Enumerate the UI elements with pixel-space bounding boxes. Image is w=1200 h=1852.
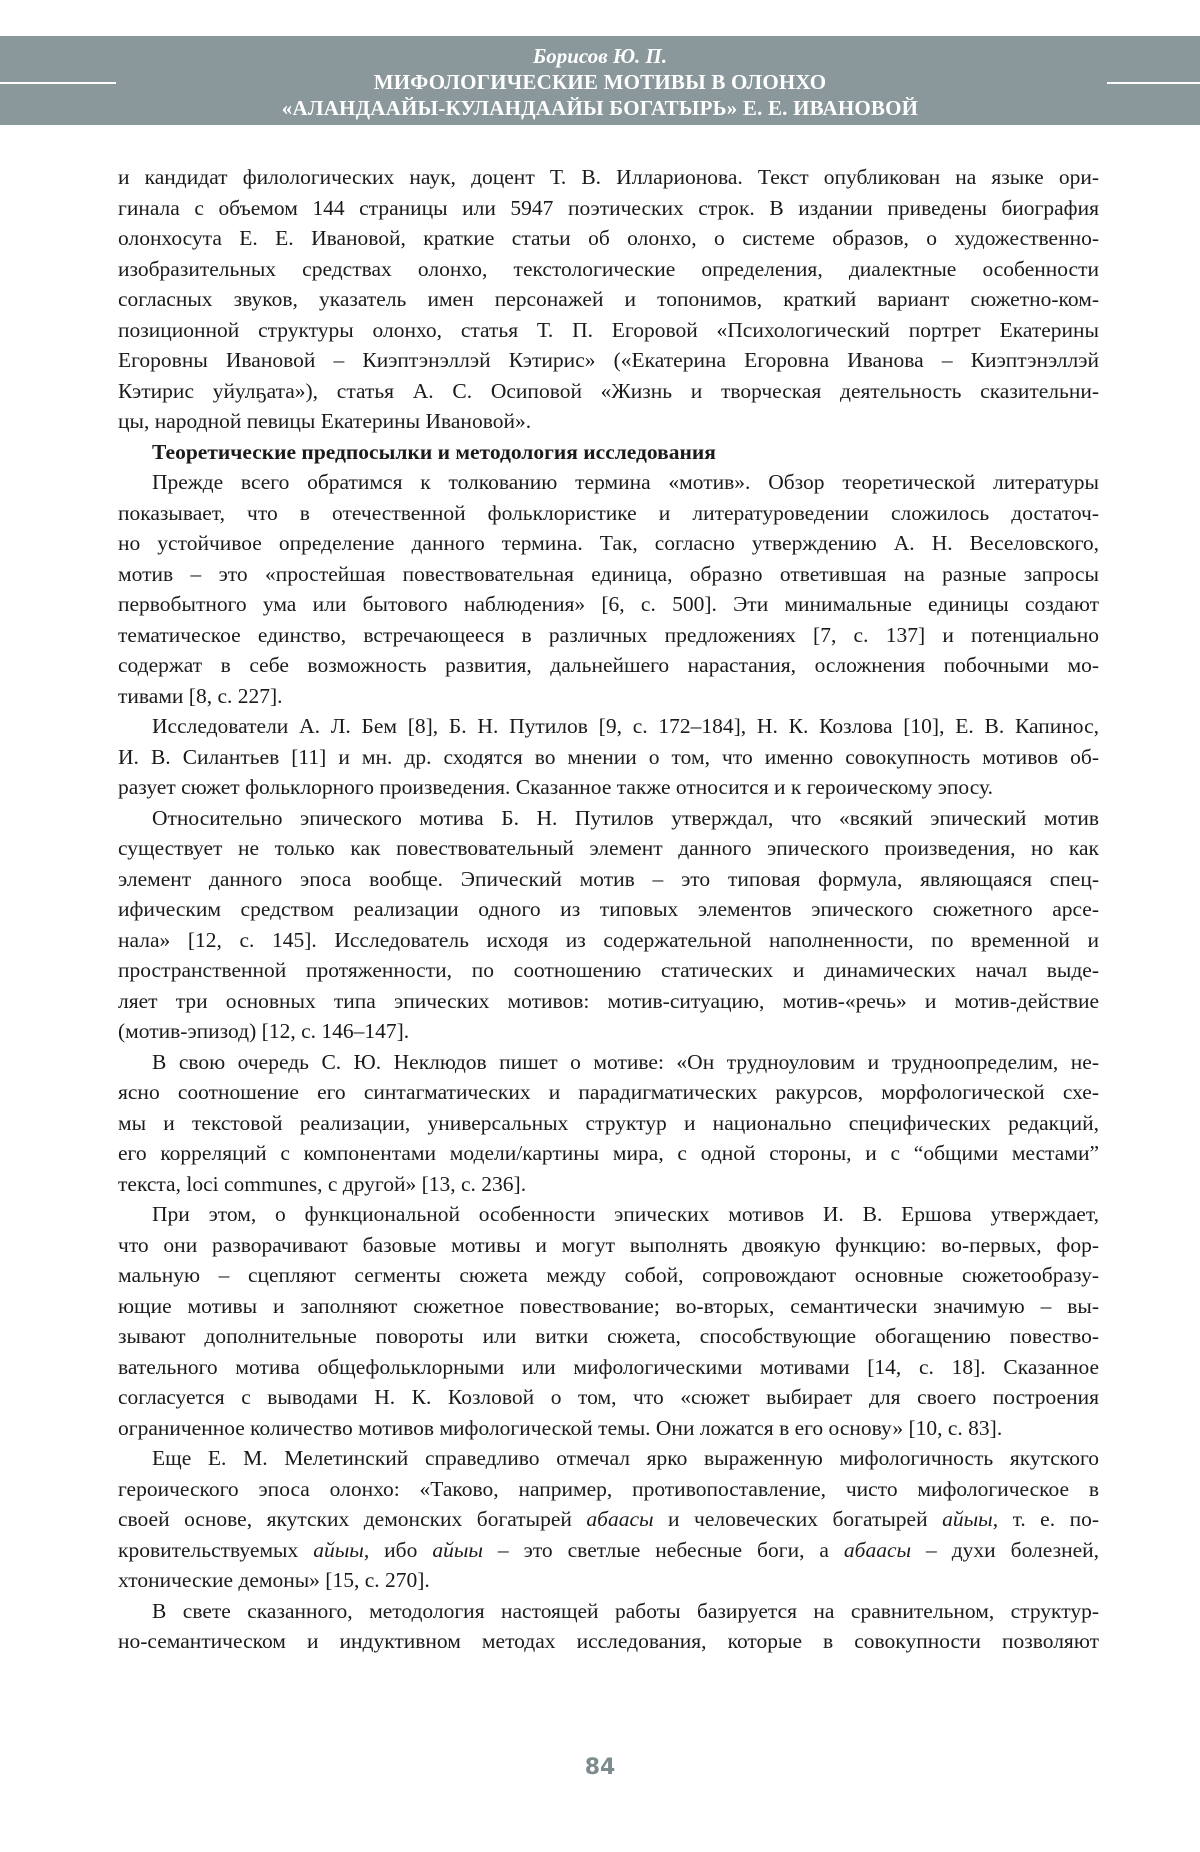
body-line: текста, loci communes, с другой» [13, с. 236]. bbox=[118, 1171, 527, 1196]
body-line: В свою очередь С. Ю. Неклюдов пишет о мотиве: «Он трудноуловим и трудноопределим, не- bbox=[152, 1049, 1099, 1074]
body-line: Относительно эпического мотива Б. Н. Путилов утверждал, что «всякий эпический мотив bbox=[152, 805, 1099, 830]
body-line: ифическим средством реализации одного из типовых элементов эпического сюжетного арсе- bbox=[118, 897, 1099, 921]
italic-term: абаасы bbox=[843, 1537, 912, 1562]
body-line: гинала с объемом 144 страницы или 5947 поэтических строк. В издании приведены биография bbox=[118, 195, 1099, 220]
text-segment: , ибо bbox=[363, 1537, 433, 1562]
header-author: Борисов Ю. П. bbox=[532, 44, 668, 68]
text-segment: кровительствуемых bbox=[118, 1537, 314, 1562]
text-segment: – духи болезней, bbox=[911, 1537, 1099, 1562]
section-heading: Теоретические предпосылки и методология исследования bbox=[152, 439, 716, 464]
body-line: показывает, что в отечественной фольклористике и литературоведении сложилось достаточ- bbox=[118, 500, 1099, 525]
body-line: тематическое единство, встречающееся в различных предложениях [7, с. 137] и потенциально bbox=[118, 622, 1099, 647]
header-title-line-2: «АЛАНДААЙЫ-КУЛАНДААЙЫ БОГАТЫРЬ» Е. Е. ИВАНОВОЙ bbox=[281, 96, 919, 120]
body-line: Исследователи А. Л. Бем [8], Б. Н. Путилов [9, с. 172–184], Н. К. Козлова [10], Е. В. Капинос, bbox=[152, 714, 1099, 738]
text-segment: своей основе, якутских демонских богатырей bbox=[118, 1507, 587, 1531]
body-line: согласных звуков, указатель имен персонажей и топонимов, краткий вариант сюжетно-ком- bbox=[118, 287, 1099, 311]
body-line: ограниченное количество мотивов мифологической темы. Они ложатся в его основу» [10, с. 83]. bbox=[118, 1415, 1003, 1440]
body-line: но устойчивое определение данного термина. Так, согласно утверждению А. Н. Веселовского, bbox=[118, 531, 1099, 555]
header-text bbox=[140, 43, 1060, 121]
body-line: Прежде всего обратимся к толкованию термина «мотив». Обзор теоретической литературы bbox=[152, 470, 1099, 494]
body-line: существует не только как повествовательный элемент данного эпического произведения, но как bbox=[118, 836, 1099, 860]
body-line: И. В. Силантьев [11] и мн. др. сходятся во мнении о том, что именно совокупность мотивов об- bbox=[118, 744, 1099, 769]
body-line: олонхосута Е. Е. Ивановой, краткие статьи об олонхо, о системе образов, о художественно- bbox=[118, 226, 1099, 250]
italic-term: айыы bbox=[313, 1537, 364, 1562]
body-line: изобразительных средствах олонхо, текстологические определения, диалектные особенности bbox=[118, 256, 1099, 281]
body-line: содержат в себе возможность развития, дальнейшего нарастания, осложнения побочными мо- bbox=[118, 653, 1099, 677]
body-line: мальную – сцепляют сегменты сюжета между собой, сопровождают основные сюжетообразу- bbox=[118, 1263, 1099, 1287]
body-line: его корреляций с компонентами модели/картины мира, с одной стороны, и с “общими местами” bbox=[118, 1141, 1099, 1165]
body-line: мы и текстовой реализации, универсальных структур и национально специфических редакций, bbox=[118, 1110, 1099, 1135]
body-line: цы, народной певицы Екатерины Ивановой». bbox=[118, 409, 532, 433]
body-line: При этом, о функциональной особенности эпических мотивов И. В. Ершова утверждает, bbox=[152, 1202, 1099, 1226]
body-line: пространственной протяженности, по соотношению статических и динамических начал выде- bbox=[118, 958, 1099, 982]
body-line: ляет три основных типа эпических мотивов: мотив-ситуацию, мотив-«речь» и мотив-действие bbox=[118, 988, 1099, 1013]
body-line: элемент данного эпоса вообще. Эпический мотив – это типовая формула, являющаяся спец- bbox=[118, 866, 1099, 891]
header-rule-right bbox=[1107, 82, 1200, 84]
body-line: мотив – это «простейшая повествовательная единица, образно ответившая на разные запросы bbox=[118, 561, 1099, 586]
body-line: что они разворачивают базовые мотивы и могут выполнять двоякую функцию: во-первых, фор- bbox=[118, 1232, 1099, 1257]
header-title-line-1: МИФОЛОГИЧЕСКИЕ МОТИВЫ В ОЛОНХО bbox=[373, 70, 827, 94]
body-line: Егоровны Ивановой – Киэптэнэллэй Кэтирис» («Екатерина Егоровна Иванова – Киэптэнэллэй bbox=[118, 348, 1099, 372]
italic-term: айыы bbox=[942, 1507, 993, 1531]
italic-term: абаасы bbox=[586, 1507, 654, 1531]
article-body bbox=[118, 162, 1099, 1657]
body-line: первобытного ума или бытового наблюдения» [6, с. 500]. Эти минимальные единицы создают bbox=[118, 592, 1099, 616]
text-segment: – это светлые небесные боги, а bbox=[482, 1537, 844, 1562]
body-line: тивами [8, с. 227]. bbox=[118, 683, 283, 708]
body-line: зывают дополнительные повороты или витки сюжета, способствующие обогащению повество- bbox=[118, 1324, 1099, 1348]
body-line: В свете сказанного, методология настоящей работы базируется на сравнительном, структур- bbox=[152, 1598, 1099, 1623]
body-line: но-семантическом и индуктивном методах исследования, которые в совокупности позволяют bbox=[118, 1629, 1099, 1653]
body-line bbox=[118, 1535, 1099, 1566]
body-line: нала» [12, с. 145]. Исследователь исходя из содержательной наполненности, по временной и bbox=[118, 927, 1099, 952]
page-number: 84 bbox=[584, 1755, 616, 1780]
body-line: вательного мотива общефольклорными или мифологическими мотивами [14, с. 18]. Сказанное bbox=[118, 1354, 1099, 1379]
body-line: ющие мотивы и заполняют сюжетное повествование; во-вторых, семантически значимую – вы- bbox=[118, 1293, 1099, 1318]
body-line: и кандидат филологических наук, доцент Т. В. Илларионова. Текст опубликован на языке ори- bbox=[118, 165, 1099, 189]
text-segment: и человеческих богатырей bbox=[653, 1507, 943, 1531]
body-line: разует сюжет фольклорного произведения. Сказанное также относится и к героическому эпосу. bbox=[118, 775, 993, 799]
italic-term: айыы bbox=[432, 1537, 483, 1562]
body-line: ясно соотношение его синтагматических и парадигматических ракурсов, морфологической схе- bbox=[118, 1080, 1099, 1104]
body-line: хтонические демоны» [15, с. 270]. bbox=[118, 1568, 430, 1592]
body-line: согласуется с выводами Н. К. Козловой о том, что «сюжет выбирает для своего построения bbox=[118, 1385, 1099, 1409]
body-line: позиционной структуры олонхо, статья Т. П. Егоровой «Психологический портрет Екатерины bbox=[118, 317, 1099, 342]
body-line: (мотив-эпизод) [12, с. 146–147]. bbox=[118, 1019, 410, 1043]
body-line: героического эпоса олонхо: «Таково, например, противопоставление, чисто мифологическое в bbox=[118, 1476, 1099, 1501]
body-line: Еще Е. М. Мелетинский справедливо отмечал ярко выраженную мифологичность якутского bbox=[152, 1446, 1099, 1470]
body-line bbox=[118, 1504, 1099, 1535]
running-header bbox=[0, 36, 1200, 125]
body-line: Кэтирис уйулҕата»), статья А. С. Осиповой «Жизнь и творческая деятельность сказительни- bbox=[118, 378, 1099, 403]
text-segment: , т. е. по- bbox=[992, 1507, 1099, 1531]
header-rule-left bbox=[0, 82, 116, 84]
